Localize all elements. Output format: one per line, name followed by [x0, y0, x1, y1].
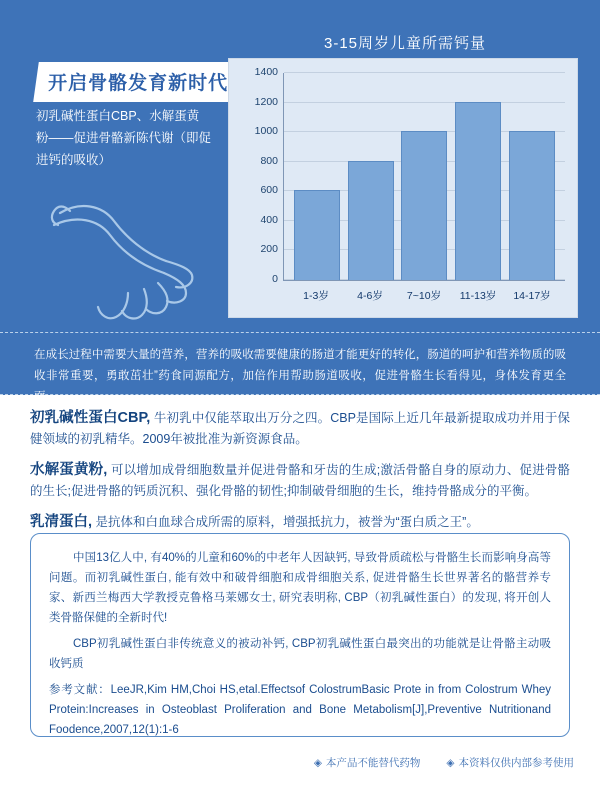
bar-4-6 [348, 161, 394, 280]
footer-note-right [446, 755, 574, 770]
bar-14-17 [509, 131, 555, 280]
bullet-icon: ◈ [313, 757, 322, 769]
bar-7-10 [401, 131, 447, 280]
y-tick: 200 [260, 243, 278, 256]
bullet-icon: ◈ [446, 757, 455, 769]
ingredient-paragraph-1 [30, 408, 570, 450]
y-tick: 600 [260, 184, 278, 197]
chart-container [228, 58, 578, 318]
bar-group [295, 73, 339, 280]
ingredient-lead-2: 水解蛋黄粉, [30, 462, 108, 478]
note-line-2: CBP初乳碱性蛋白非传统意义的被动补钙, CBP初乳碱性蛋白最突出的功能就是让骨骼主动吸收钙质 [49, 638, 551, 670]
ingredient-text-1: 牛初乳中仅能萃取出万分之四。CBP是国际上近几年最新提取成功并用于保健领域的初乳精华。2009年被批准为新资源食品。 [30, 411, 570, 446]
y-tick: 1400 [254, 66, 278, 78]
footer [0, 755, 600, 770]
x-tick: 14-17岁 [513, 289, 551, 302]
x-tick: 7~10岁 [406, 289, 442, 302]
headline-banner [33, 62, 243, 102]
y-tick: 1000 [254, 125, 278, 138]
y-tick: 1200 [254, 95, 278, 108]
ingredient-lead-3: 乳清蛋白, [30, 514, 93, 530]
chart-x-labels [283, 285, 565, 305]
y-tick: 400 [260, 213, 278, 226]
bar-1-3 [294, 190, 340, 280]
bone-illustration [40, 195, 215, 330]
headline-text: 开启骨骼发育新时代 [48, 73, 229, 94]
bar-11-13 [455, 102, 501, 280]
body-copy [30, 408, 570, 543]
bar-group [510, 73, 554, 280]
chart-title: 3-15周岁儿童所需钙量 [323, 35, 487, 52]
chart-plot-area [254, 66, 565, 285]
ingredient-paragraph-3 [30, 512, 570, 533]
footer-note-left [314, 755, 421, 770]
chart-bars [284, 73, 565, 280]
ingredient-text-2: 可以增加成骨细胞数量并促进骨骼和牙齿的生成;激活骨骼自身的原动力、促进骨骼的生长;促进骨骼的钙质沉积、强化骨骼的韧性;抑制破骨细胞的生长，维持骨骼成分的平衡。 [30, 463, 570, 498]
bar-group [456, 73, 500, 280]
x-tick: 4-6岁 [357, 289, 383, 302]
highlight-band [0, 332, 600, 403]
y-tick: 0 [272, 273, 278, 285]
ingredient-lead-1: 初乳碱性蛋白CBP, [30, 410, 151, 426]
footer-left-text: 本产品不能替代药物 [325, 757, 421, 769]
bar-group [349, 73, 393, 280]
footer-right-text: 本资料仅供内部参考使用 [458, 757, 574, 769]
y-tick: 800 [260, 154, 278, 167]
x-tick: 11-13岁 [459, 289, 497, 302]
reference-box [30, 533, 570, 737]
hero-subtitle: 初乳碱性蛋白CBP、水解蛋黄粉——促进骨骼新陈代谢（即促进钙的吸收） [36, 109, 212, 167]
band-text: 在成长过程中需要大量的营养，营养的吸收需要健康的肠道才能更好的转化，肠道的呵护和营养物质的吸收非常重要，勇敢茁壮”药食同源配方，加倍作用帮助肠道吸收，促进骨骼生长看得见，身体发育更全面。 [34, 349, 566, 403]
note-line-3: 参考文献：LeeJR,Kim HM,Choi HS,etal.Effectsof ColostrumBasic Prote in from Colostrum Whey Protein:Increases in Osteoblast Proliferation and Bone Metabolism[J],Preventive Nutritionand Foodence,2007,12(1):1-6 [49, 684, 551, 736]
x-tick: 1-3岁 [303, 289, 329, 302]
ingredient-paragraph-2 [30, 460, 570, 502]
note-line-1: 中国13亿人中, 有40%的儿童和60%的中老年人因缺钙, 导致骨质疏松与骨骼生长而影响身高等问题。而初乳碱性蛋白, 能有效中和破骨细胞和成骨细胞关系, 促进骨骼生长世界著名的骼营养专家、新西兰梅西大学教授克鲁格马莱娜女士, 研究表明称, CBP（初乳碱性蛋白）的发现, 将开创人类骨骼保健的全新时代! [49, 552, 551, 624]
bar-group [402, 73, 446, 280]
ingredient-text-3: 是抗体和白血球合成所需的原料，增强抵抗力，被誉为“蛋白质之王”。 [95, 515, 479, 529]
